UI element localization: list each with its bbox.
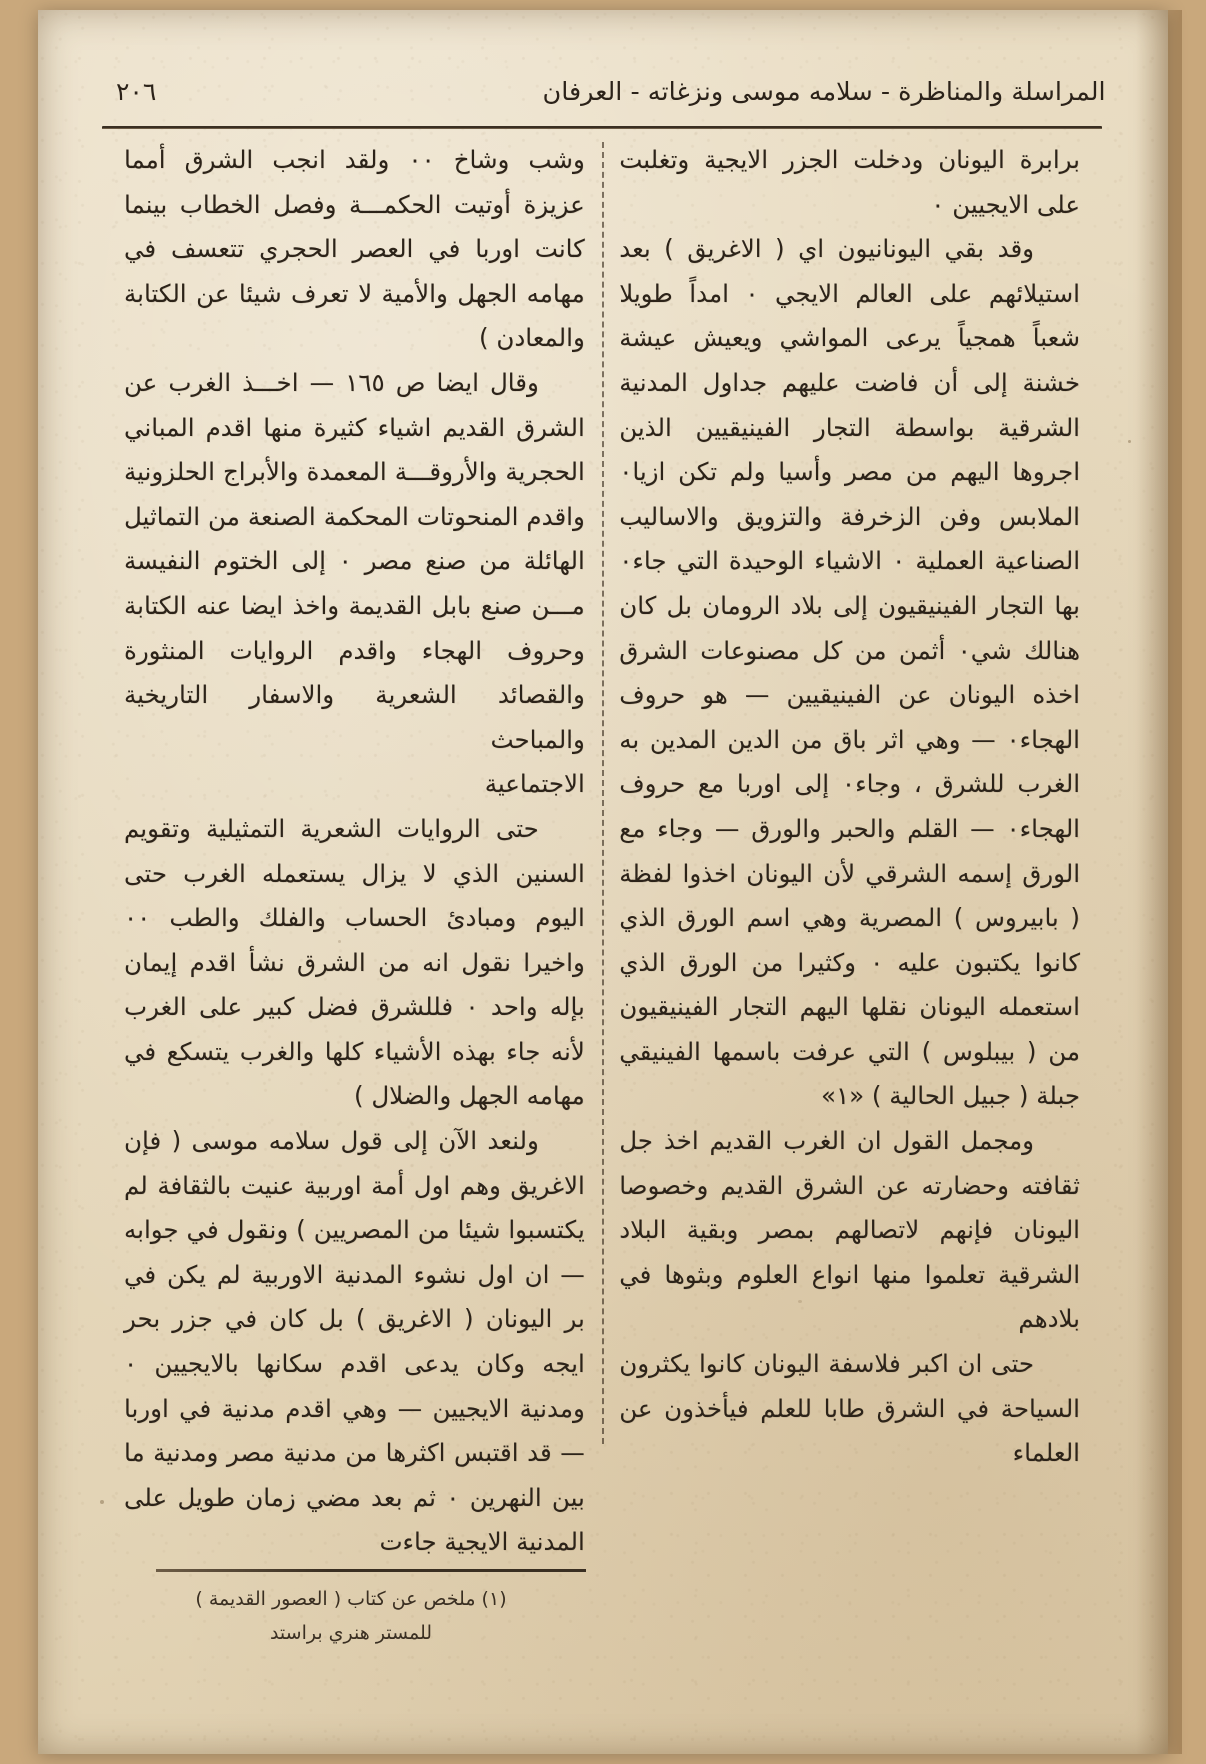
column-divider-dotted-rule <box>585 138 619 1634</box>
footnote-line-2: للمستر هنري براستد <box>269 1622 433 1644</box>
paragraph: الاجتماعية <box>484 769 585 799</box>
paragraph: برابرة اليونان ودخلت الجزر الايجية وتغلبت على الايجيين ٠ <box>619 145 1080 219</box>
paragraph: ولنعد الآن إلى قول سلامه موسى ( فإن الاغريق وهم اول أمة اوربية عنيت بالثقافة لم يكتسبوا شيئا من المصريين ) ونقول في جوابه — ان اول نشوء المدنية الاوربية لم يكن في بر اليونان ( الاغريق ) بل كان في جزر بحر ايجه وكان يدعى اقدم سكانها بالايجيين ٠ ومدنية الايجيين — وهي اقدم مدنية في اوربا — قد اقتبس اكثرها من مدنية مصر ومدنية ما بين النهرين ٠ ثم بعد مضي زمان طويل على المدنية الايجية جاءت <box>124 1126 585 1557</box>
paragraph: وقال ايضا ص ١٦٥ — اخـــذ الغرب عن الشرق القديم اشياء كثيرة منها اقدم المباني الحجرية والأروقـــة المعمدة والأبراج الحلزونية واقدم المنحوتات المحكمة الصنعة من التماثيل الهائلة من صنع مصر ٠ إلى الختوم النفيسة مـــن صنع بابل القديمة واخذ ايضا عنه الكتابة وحروف الهجاء واقدم الروايات المنثورة والقصائد الشعرية والاسفار التاريخية والمباحث <box>124 367 585 754</box>
gutter-shadow <box>1136 10 1182 1754</box>
paragraph: وشب وشاخ ٠٠ ولقد انجب الشرق أمما عزيزة أوتيت الحكمـــة وفصل الخطاب بينما كانت اوربا في العصر الحجري تتعسف في مهامه الجهل والأمية لا تعرف شيئا عن الكتابة والمعادن ) <box>124 145 585 353</box>
page-sheet <box>38 10 1168 1754</box>
paragraph: وقد بقي اليونانيون اي ( الاغريق ) بعد استيلائهم على العالم الايجي ٠ امداً طويلا شعباً همجياً يرعى المواشي ويعيش عيشة خشنة إلى أن فاضت عليهم جداول المدنية الشرقية بواسطة التجار الفينيقيين الذين اجروها اليهم من مصر وأسيا ولم تكن ازيا٠ الملابس وفن الزخرفة والتزويق والاساليب الصناعية العملية ٠ الاشياء الوحيدة التي جاء٠ بها التجار الفينيقيون إلى بلاد الرومان بل كان هنالك شي٠ أثمن من كل مصنوعات الشرق اخذه اليونان عن الفينيقيين — هو حروف الهجاء٠ — وهي اثر باق من الدين المدين به الغرب للشرق ، وجاء٠ إلى اوربا مع حروف الهجاء٠ — القلم والحبر والورق — وجاء مع الورق إسمه الشرقي لأن اليونان اخذوا لفظة ( بابيروس ) المصرية وهي اسم الورق الذي كانوا يكتبون عليه ٠ وكثيرا من الورق الذي استعمله اليونان نقلها اليهم التجار الفينيقيون من ( بيبلوس ) التي عرفت باسمها الفينيقي جبلة ( جبيل الحالية ) «١» <box>619 234 1081 1111</box>
running-head-title: المراسلة والمناظرة - سلامه موسى ونزغاته - العرفان <box>542 76 1106 106</box>
running-head <box>100 68 1106 114</box>
text-columns <box>104 138 1102 1634</box>
footnote-block <box>116 1569 586 1650</box>
paragraph: حتى ان اكبر فلاسفة اليونان كانوا يكثرون السياحة في الشرق طابا للعلم فيأخذون عن العلماء <box>619 1349 1080 1468</box>
column-right <box>104 138 585 1634</box>
footnote-text <box>116 1582 586 1650</box>
header-rule <box>102 126 1102 130</box>
footnote-line-1: (١) ملخص عن كتاب ( العصور القديمة ) <box>195 1588 507 1610</box>
page-number: ٢٠٦ <box>116 76 157 106</box>
footnote-rule <box>156 1569 586 1572</box>
paragraph: ومجمل القول ان الغرب القديم اخذ جل ثقافته وحضارته عن الشرق القديم وخصوصا اليونان فإنهم لاتصالهم بمصر وبقية البلاد الشرقية تعلموا منها انواع العلوم وبثوها في بلادهم <box>619 1126 1080 1334</box>
column-left <box>619 138 1102 1634</box>
paragraph: حتى الروايات الشعرية التمثيلية وتقويم السنين الذي لا يزال يستعمله الغرب حتى اليوم ومبادئ الحساب والفلك والطب ٠٠ واخيرا نقول انه من الشرق نشأ اقدم إيمان بإله واحد ٠ فللشرق فضل كبير على الغرب لأنه جاء بهذه الأشياء كلها والغرب يتسكع في مهامه الجهل والضلال ) <box>124 813 585 1111</box>
paper-speck <box>1128 440 1131 443</box>
